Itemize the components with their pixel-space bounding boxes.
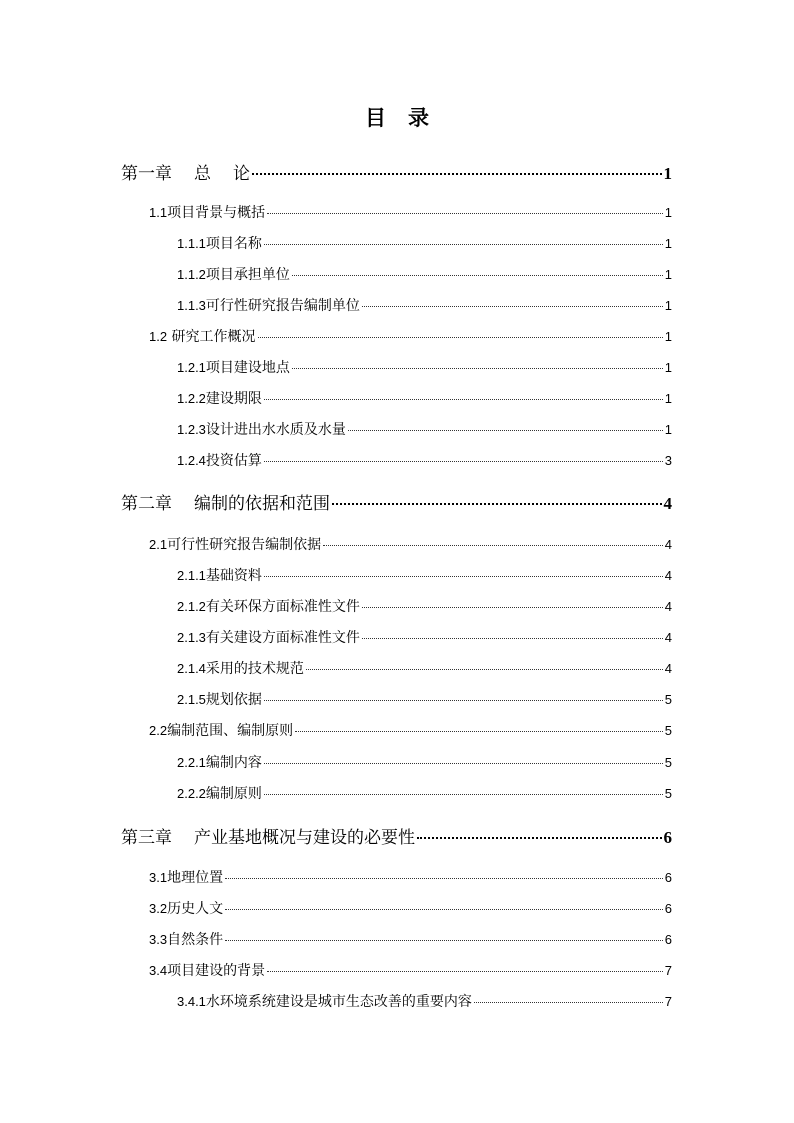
toc-subsection-2-1-3[interactable] [177,627,672,647]
dot-leader [264,762,663,764]
toc-entry-number: 2.1.2 [177,599,206,614]
toc-entry-page: 1 [664,236,672,251]
toc-section-1-2[interactable] [149,326,672,346]
toc-entry-title: 项目承担单位 [205,267,290,283]
dot-leader [362,606,663,608]
toc-entry-number: 3.1 [149,870,168,885]
toc-entry-page: 1 [664,329,672,344]
toc-entry-number: 1.1.1 [177,236,206,251]
toc-entry-number: 3.4.1 [177,994,206,1009]
toc-entry-title: 建设期限 [205,391,262,407]
toc-entry-title: 设计进出水水质及水量 [205,422,346,438]
toc-entry-label [177,295,360,315]
toc-entry-title-part-1: 总 [194,164,211,184]
toc-section-2-2[interactable] [149,720,672,740]
toc-subsection-2-1-1[interactable] [177,565,672,585]
toc-entry-page: 4 [664,661,672,676]
toc-subsection-2-1-4[interactable] [177,658,672,678]
toc-entry-label [149,720,293,740]
dot-leader [225,939,663,941]
toc-entry-page: 1 [663,164,672,183]
toc-subsection-1-1-1[interactable] [177,233,672,253]
toc-entry-title: 有关环保方面标准性文件 [205,599,360,615]
toc-entry-label [177,689,262,709]
toc-title-char-2: 录 [408,106,429,130]
toc-subsection-1-2-1[interactable] [177,357,672,377]
toc-section-3-2[interactable] [149,898,672,918]
dot-leader [332,502,662,505]
toc-entry-title: 项目名称 [205,236,262,252]
toc-entry-number: 1.1.3 [177,298,206,313]
dot-leader [264,793,663,795]
dot-leader [264,699,663,701]
dot-leader [267,212,663,214]
toc-section-3-4[interactable] [149,960,672,980]
toc-entry-page: 1 [664,422,672,437]
toc-subsection-2-2-1[interactable] [177,752,672,772]
toc-entry-page: 6 [663,828,672,847]
dot-leader [225,908,663,910]
toc-entry-page: 6 [664,932,672,947]
dot-leader [348,429,663,431]
dot-leader [292,274,663,276]
toc-entry-label [149,326,256,346]
toc-entry-label [121,159,250,184]
dot-leader [264,460,663,462]
toc-entry-number: 1.2.4 [177,453,206,468]
dot-leader [292,367,663,369]
toc-entry-label [177,388,262,408]
toc-entry-label [177,627,360,647]
toc-entry-number: 2.1.5 [177,692,206,707]
toc-entry-number: 3.2 [149,901,168,916]
dot-leader [323,544,663,546]
toc-entry-number: 2.2 [149,723,168,738]
toc-entry-label [177,450,262,470]
toc-entry-title: 产业基地概况与建设的必要性 [194,828,415,848]
toc-entry-number: 1.2.3 [177,422,206,437]
toc-entry-page: 1 [664,205,672,220]
dot-leader [225,877,663,879]
toc-entry-page: 6 [664,901,672,916]
toc-section-1-1[interactable] [149,202,672,222]
toc-subsection-3-4-1[interactable] [177,991,672,1011]
toc-entry-number: 2.1.4 [177,661,206,676]
toc-entry-label [149,534,321,554]
toc-entry-page: 6 [664,870,672,885]
toc-entry-page: 1 [664,391,672,406]
toc-entry-title-part-2: 论 [233,164,250,184]
toc-entry-title: 规划依据 [205,692,262,708]
toc-section-3-1[interactable] [149,867,672,887]
dot-leader [258,336,663,338]
toc-entry-number: 2.2.1 [177,755,206,770]
toc-entry-label [177,419,346,439]
toc-entry-page: 1 [664,298,672,313]
toc-entry-number: 3.3 [149,932,168,947]
toc-entry-page: 1 [664,267,672,282]
toc-entry-label [121,489,330,514]
toc-entry-title: 研究工作概况 [167,329,256,345]
toc-entry-title: 可行性研究报告编制依据 [167,537,322,553]
toc-entry-page: 5 [664,723,672,738]
toc-entry-title: 地理位置 [167,870,224,886]
toc-subsection-2-1-2[interactable] [177,596,672,616]
toc-entry-number: 2.1.1 [177,568,206,583]
toc-entry-title: 编制原则 [205,786,262,802]
toc-entry-title: 可行性研究报告编制单位 [205,298,360,314]
toc-entry-label [149,960,265,980]
dot-leader [417,836,662,839]
toc-subsection-2-2-2[interactable] [177,783,672,803]
toc-subsection-1-1-2[interactable] [177,264,672,284]
toc-entry-label [177,658,304,678]
toc-entry-label [149,929,223,949]
toc-chapter-1[interactable] [121,159,672,183]
dot-leader [474,1001,663,1003]
toc-entry-label [121,823,415,848]
toc-subsection-1-2-3[interactable] [177,419,672,439]
toc-entry-number: 2.1.3 [177,630,206,645]
toc-subsection-2-1-5[interactable] [177,689,672,709]
toc-entry-label [177,264,290,284]
dot-leader [362,637,663,639]
toc-entry-label [149,898,223,918]
toc-entry-title: 项目背景与概括 [167,205,266,221]
toc-entry-title: 历史人文 [167,901,224,917]
toc-entry-number: 第一章 [121,164,172,183]
toc-entry-number: 3.4 [149,963,168,978]
toc-entry-number: 1.2 [149,329,168,344]
toc-entry-number: 第三章 [121,828,172,847]
dot-leader [295,730,663,732]
toc-subsection-1-2-4[interactable] [177,450,672,470]
toc-entry-title: 基础资料 [205,568,262,584]
toc-entry-label [177,233,262,253]
toc-entry-number: 2.2.2 [177,786,206,801]
toc-subsection-1-1-3[interactable] [177,295,672,315]
toc-entry-title: 自然条件 [167,932,224,948]
toc-entry-number: 第二章 [121,494,172,513]
toc-entry-page: 7 [664,994,672,1009]
toc-entry-label [177,357,290,377]
toc-entry-label [177,565,262,585]
dot-leader [252,172,662,175]
toc-entry-number: 1.2.2 [177,391,206,406]
dot-leader [264,398,663,400]
toc-entry-number: 1.1.2 [177,267,206,282]
toc-entry-page: 4 [663,494,672,513]
toc-entry-label [177,596,360,616]
toc-section-2-1[interactable] [149,534,672,554]
toc-entry-number: 2.1 [149,537,168,552]
toc-entry-title: 编制的依据和范围 [194,494,330,514]
toc-entry-label [177,991,472,1011]
dot-leader [267,970,663,972]
toc-entry-page: 4 [664,599,672,614]
toc-entry-title: 有关建设方面标准性文件 [205,630,360,646]
toc-entry-page: 3 [664,453,672,468]
toc-chapter-2[interactable] [121,489,672,513]
toc-entry-page: 5 [664,692,672,707]
toc-chapter-3[interactable] [121,823,672,847]
toc-entry-page: 4 [664,630,672,645]
dot-leader [264,575,663,577]
toc-entry-title: 编制范围、编制原则 [167,723,294,739]
toc-entry-title: 投资估算 [205,453,262,469]
toc-entry-title: 采用的技术规范 [205,661,304,677]
toc-entry-label [177,783,262,803]
toc-subsection-1-2-2[interactable] [177,388,672,408]
toc-section-3-3[interactable] [149,929,672,949]
toc-entry-title: 项目建设地点 [205,360,290,376]
toc-entry-title: 编制内容 [205,755,262,771]
toc-entry-label [177,752,262,772]
toc-entry-page: 4 [664,537,672,552]
dot-leader [362,305,663,307]
toc-entry-page: 7 [664,963,672,978]
dot-leader [306,668,663,670]
toc-entry-number: 1.2.1 [177,360,206,375]
toc-entry-page: 4 [664,568,672,583]
toc-entry-number: 1.1 [149,205,168,220]
toc-title-char-1: 目 [365,106,386,130]
toc-entry-label [149,867,223,887]
toc-entry-page: 1 [664,360,672,375]
toc-entry-label [149,202,265,222]
toc-entry-title: 水环境系统建设是城市生态改善的重要内容 [205,994,472,1010]
toc-entry-page: 5 [664,786,672,801]
toc-entry-page: 5 [664,755,672,770]
toc-entry-title: 项目建设的背景 [167,963,266,979]
dot-leader [264,243,663,245]
